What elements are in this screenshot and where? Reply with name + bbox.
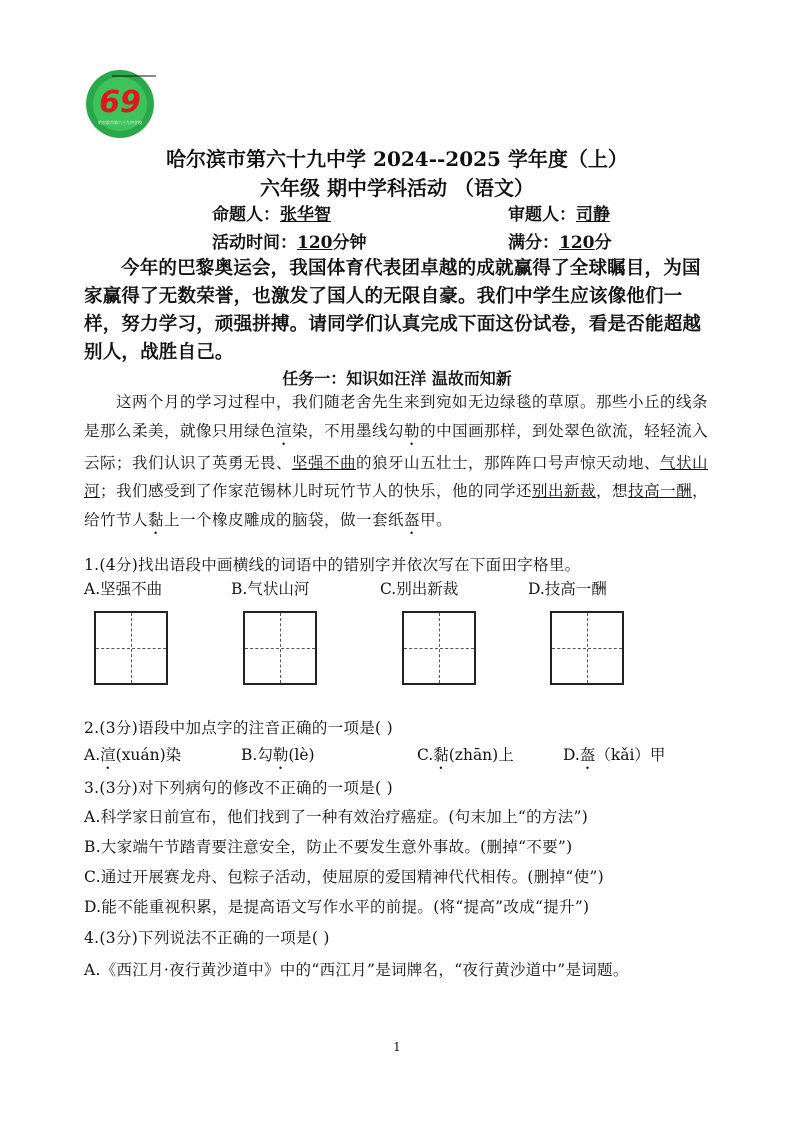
reading-passage — [84, 388, 714, 538]
page-number: 1 — [393, 1040, 401, 1054]
q1-option-a: A.坚强不曲 — [84, 580, 163, 598]
answer-grid-box[interactable] — [243, 611, 317, 685]
time-value: 120 — [297, 233, 333, 253]
reviewer-label: 审题人： — [508, 205, 576, 225]
q3-option-b: B.大家端午节踏青要注意安全，防止不要发生意外事故。(删掉“不要”) — [84, 838, 573, 856]
dotted-char: 渲 — [276, 421, 293, 440]
intro-paragraph: 今年的巴黎奥运会，我国体育代表团卓越的成就赢得了全球瞩目，为国家赢得了无数荣誉，也激发了国人的无限自豪。我们中学生应该像他们一样，努力学习，顽强拼搏。请同学们认真完成下面这份试卷，看是否能超越别人，战胜自己。 — [84, 258, 702, 363]
dotted-char: 黏 — [148, 510, 165, 529]
q1-option-c: C.别出新裁 — [380, 580, 459, 598]
question-4-stem: 4.(3分)下列说法不正确的一项是( ) — [84, 929, 330, 947]
passage-text: 的狼牙山五壮士，那阵阵口号声惊天动地、 — [356, 453, 661, 472]
q3-option-c: C.通过开展赛龙舟、包粽子活动，使屈原的爱国精神代代相传。(删掉“使”) — [84, 868, 604, 886]
passage-text: ；我们感受到了作家范锡林儿时玩竹节人的快乐，他的同学还 — [100, 482, 533, 500]
answer-grid-box[interactable] — [550, 611, 624, 685]
score-unit: 分 — [594, 233, 612, 253]
underlined-word: 别出新裁 — [532, 482, 597, 500]
answer-grid-box[interactable] — [94, 611, 168, 685]
underlined-word: 坚强不曲 — [292, 453, 357, 472]
school-logo — [84, 68, 156, 140]
passage-text: 的中国画那样，到处翠色欲流，轻轻流入云际；我们认识了英勇无畏、 — [84, 421, 709, 472]
question-2-stem: 2.(3分)语段中加点字的注音正确的一项是( ) — [84, 719, 393, 737]
exam-title: 哈尔滨市第六十九中学 2024--2025 学年度（上） — [166, 147, 628, 171]
time-label: 活动时间： — [212, 233, 297, 253]
author-label: 命题人： — [212, 205, 280, 225]
score-value: 120 — [559, 233, 595, 253]
question-3-stem: 3.(3分)对下列病句的修改不正确的一项是( ) — [84, 779, 393, 797]
reviewer-name: 司静 — [576, 205, 610, 225]
score-line — [508, 228, 612, 253]
passage-text: ，给竹节人 — [84, 482, 709, 529]
question-1-stem: 1.(4分)找出语段中画横线的词语中的错别字并依次写在下面田字格里。 — [84, 556, 581, 574]
reviewer-line — [508, 200, 610, 225]
answer-grid-box[interactable] — [402, 611, 476, 685]
logo-text: 哈尔滨市第六十九中学校 — [98, 120, 142, 125]
passage-text: 染，不用墨线勾 — [292, 421, 405, 440]
author-name: 张华智 — [280, 205, 331, 225]
passage-text: 这两个月的学习过程中，我们随老舍先生来到宛如无边绿毯的草原。那些小丘的线条是那么柔美，就像只用绿色 — [84, 393, 709, 440]
task1-title: 任务一：知识如汪洋 温故而知新 — [282, 369, 512, 388]
q3-option-a: A.科学家日前宣布，他们找到了一种有效治疗癌症。(句末加上“的方法”) — [84, 808, 589, 826]
passage-text: 上一个橡皮雕成的脑袋，做一套纸 — [164, 510, 405, 529]
dotted-char: 勒 — [404, 421, 421, 440]
q3-option-d: D.能不能重视积累，是提高语文写作水平的前提。(将“提高”改成“提升”) — [84, 898, 590, 916]
author-line — [212, 200, 331, 225]
time-line — [212, 228, 367, 253]
passage-text: ，想 — [596, 482, 629, 500]
q2-option-c: C.黏(zhān)上 — [417, 746, 514, 764]
dotted-char: 盔 — [404, 510, 421, 529]
time-unit: 分钟 — [332, 233, 367, 253]
underlined-word: 技高一酬 — [628, 482, 693, 500]
q1-option-d: D.技高一酬 — [528, 580, 607, 598]
q1-option-b: B.气状山河 — [231, 580, 310, 598]
q2-option-b: B.勾勒(lè) — [241, 746, 315, 764]
underlined-word: 气状山河 — [84, 453, 709, 500]
q2-option-d: D.盔（kǎi）甲 — [563, 746, 666, 764]
exam-subtitle: 六年级 期中学科活动 （语文） — [260, 176, 534, 200]
passage-text: 甲。 — [420, 510, 453, 529]
score-label: 满分： — [508, 233, 559, 253]
q4-option-a: A.《西江月·夜行黄沙道中》中的“西江月”是词牌名，“夜行黄沙道中”是词题。 — [84, 961, 629, 979]
logo-number: 69 — [99, 85, 141, 120]
q2-option-a: A.渲(xuán)染 — [84, 746, 182, 764]
